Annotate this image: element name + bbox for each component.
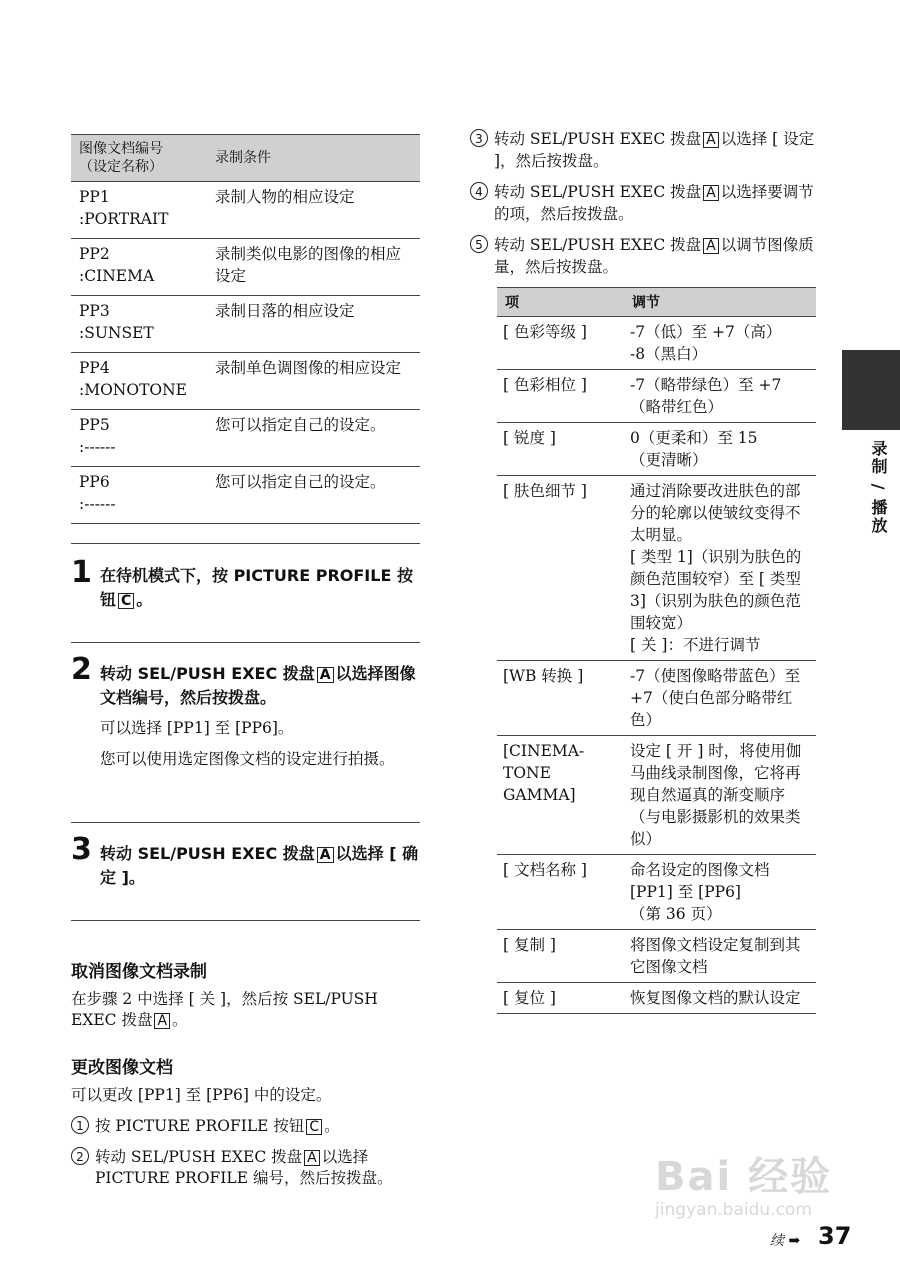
cancel-section-text: 在步骤 2 中选择 [ 关 ]，然后按 SEL/PUSH EXEC 拨盘 A 。	[71, 990, 378, 1029]
table-row	[497, 855, 816, 930]
section-tab-label: 录制 / 播放	[869, 440, 888, 535]
profile-table	[71, 134, 420, 524]
divider	[71, 543, 420, 544]
item-cell: [ 肤色细节 ]	[497, 476, 624, 661]
value-cell: 0（更柔和）至 15 （更清晰）	[624, 423, 816, 476]
step-2-text: 转动 SEL/PUSH EXEC 拨盘 A 以选择图像文档编号，然后按拨盘。	[100, 664, 416, 707]
item-cell: [ 色彩等级 ]	[497, 317, 624, 370]
item-cell: [CINEMA-TONE GAMMA]	[497, 736, 624, 855]
list-item: 4 转动 SEL/PUSH EXEC 拨盘 A 以选择要调节的项，然后按拨盘。	[470, 181, 820, 225]
profile-table-header	[71, 135, 420, 182]
continued-label: 续 ➡	[770, 1233, 801, 1249]
value-cell: -7（使图像略带蓝色）至 +7（使白色部分略带红色）	[624, 661, 816, 736]
step-2-note: 您可以使用选定图像文档的设定进行拍摄。	[100, 750, 395, 768]
profile-desc-cell: 录制人物的相应设定	[207, 182, 420, 239]
watermark	[655, 1145, 832, 1220]
profile-id-cell: PP5 :------	[71, 410, 207, 467]
profile-id-cell: PP6 :------	[71, 467, 207, 524]
table-row	[497, 476, 816, 661]
item-cell: [ 文档名称 ]	[497, 855, 624, 930]
circled-number-icon: 5	[470, 235, 488, 253]
circled-number-icon: 1	[71, 1116, 89, 1134]
header-item: 项	[497, 288, 624, 317]
watermark-url: jingyan.baidu.com	[655, 1200, 812, 1220]
circled-number-icon: 3	[470, 129, 488, 147]
page-number: 37	[818, 1222, 852, 1250]
key-c-icon: C	[306, 1119, 322, 1135]
divider	[71, 920, 420, 921]
item-cell: [ 锐度 ]	[497, 423, 624, 476]
step-3-text: 转动 SEL/PUSH EXEC 拨盘 A 以选择 [ 确定 ]。	[100, 844, 419, 887]
key-c-icon: C	[118, 593, 134, 609]
dial-a-icon: A	[154, 1013, 170, 1029]
dial-a-icon: A	[703, 132, 719, 148]
header-adjust: 调节	[624, 288, 816, 317]
table-row	[497, 736, 816, 855]
item-cell: [ 复位 ]	[497, 983, 624, 1014]
item-cell: [WB 转换 ]	[497, 661, 624, 736]
dial-a-icon: A	[703, 185, 719, 201]
change-section-title: 更改图像文档	[71, 1058, 173, 1078]
watermark-brand: Bai 经验	[655, 1154, 833, 1200]
table-row	[71, 182, 420, 239]
value-cell: 命名设定的图像文档 [PP1] 至 [PP6] （第 36 页）	[624, 855, 816, 930]
divider	[71, 642, 420, 643]
step-number: 1	[71, 555, 92, 590]
list-item: 1 按 PICTURE PROFILE 按钮 C 。	[71, 1116, 421, 1137]
value-cell: -7（低）至 +7（高） -8（黑白）	[624, 317, 816, 370]
profile-id-cell: PP2 :CINEMA	[71, 239, 207, 296]
dial-a-icon: A	[317, 667, 334, 683]
circled-number-icon: 2	[71, 1147, 89, 1165]
adjustment-table-header	[497, 288, 816, 317]
step-number: 3	[71, 832, 92, 867]
table-row	[497, 317, 816, 370]
value-cell: -7（略带绿色）至 +7 （略带红色）	[624, 370, 816, 423]
table-row	[497, 930, 816, 983]
item-cell: [ 色彩相位 ]	[497, 370, 624, 423]
cancel-section-title: 取消图像文档录制	[71, 962, 207, 982]
profile-desc-cell: 录制单色调图像的相应设定	[207, 353, 420, 410]
circled-number-icon: 4	[470, 182, 488, 200]
table-row	[71, 353, 420, 410]
arrow-right-icon: ➡	[788, 1233, 801, 1249]
table-row	[71, 296, 420, 353]
profile-desc-cell: 您可以指定自己的设定。	[207, 467, 420, 524]
value-cell: 通过消除要改进肤色的部分的轮廓以使皱纹变得不太明显。 [ 类型 1]（识别为肤色的颜色范围较窄）至 [ 类型 3]（识别为肤色的颜色范围较宽） [ 关 ]：不进行调节	[624, 476, 816, 661]
list-item: 2 转动 SEL/PUSH EXEC 拨盘 A 以选择 PICTURE PROFILE 编号，然后按拨盘。	[71, 1147, 421, 1189]
divider	[71, 822, 420, 823]
step-1-text: 在待机模式下，按 PICTURE PROFILE 按钮 C 。	[100, 566, 413, 609]
profile-id-cell: PP1 :PORTRAIT	[71, 182, 207, 239]
section-tab-marker	[842, 350, 900, 430]
adjustment-table	[497, 287, 816, 1014]
table-row	[497, 370, 816, 423]
item-cell: [ 复制 ]	[497, 930, 624, 983]
header-recording-condition: 录制条件	[207, 135, 420, 182]
value-cell: 将图像文档设定复制到其它图像文档	[624, 930, 816, 983]
profile-desc-cell: 录制类似电影的图像的相应设定	[207, 239, 420, 296]
list-item: 5 转动 SEL/PUSH EXEC 拨盘 A 以调节图像质量，然后按拨盘。	[470, 234, 820, 278]
list-item: 3 转动 SEL/PUSH EXEC 拨盘 A 以选择 [ 设定 ]，然后按拨盘。	[470, 128, 820, 172]
table-row	[71, 467, 420, 524]
value-cell: 恢复图像文档的默认设定	[624, 983, 816, 1014]
change-section-intro: 可以更改 [PP1] 至 [PP6] 中的设定。	[71, 1086, 332, 1104]
step-number: 2	[71, 652, 92, 687]
step-2-note: 可以选择 [PP1] 至 [PP6]。	[100, 719, 294, 737]
value-cell: 设定 [ 开 ] 时，将使用伽马曲线录制图像，它将再现自然逼真的渐变顺序（与电影摄影机的效果类似）	[624, 736, 816, 855]
table-row	[71, 410, 420, 467]
dial-a-icon: A	[317, 847, 334, 863]
dial-a-icon: A	[304, 1150, 320, 1166]
table-row	[497, 661, 816, 736]
header-profile-number: 图像文档编号 （设定名称）	[71, 135, 207, 182]
profile-desc-cell: 您可以指定自己的设定。	[207, 410, 420, 467]
profile-id-cell: PP4 :MONOTONE	[71, 353, 207, 410]
table-row	[497, 983, 816, 1014]
profile-desc-cell: 录制日落的相应设定	[207, 296, 420, 353]
dial-a-icon: A	[703, 238, 719, 254]
table-row	[71, 239, 420, 296]
profile-id-cell: PP3 :SUNSET	[71, 296, 207, 353]
table-row	[497, 423, 816, 476]
